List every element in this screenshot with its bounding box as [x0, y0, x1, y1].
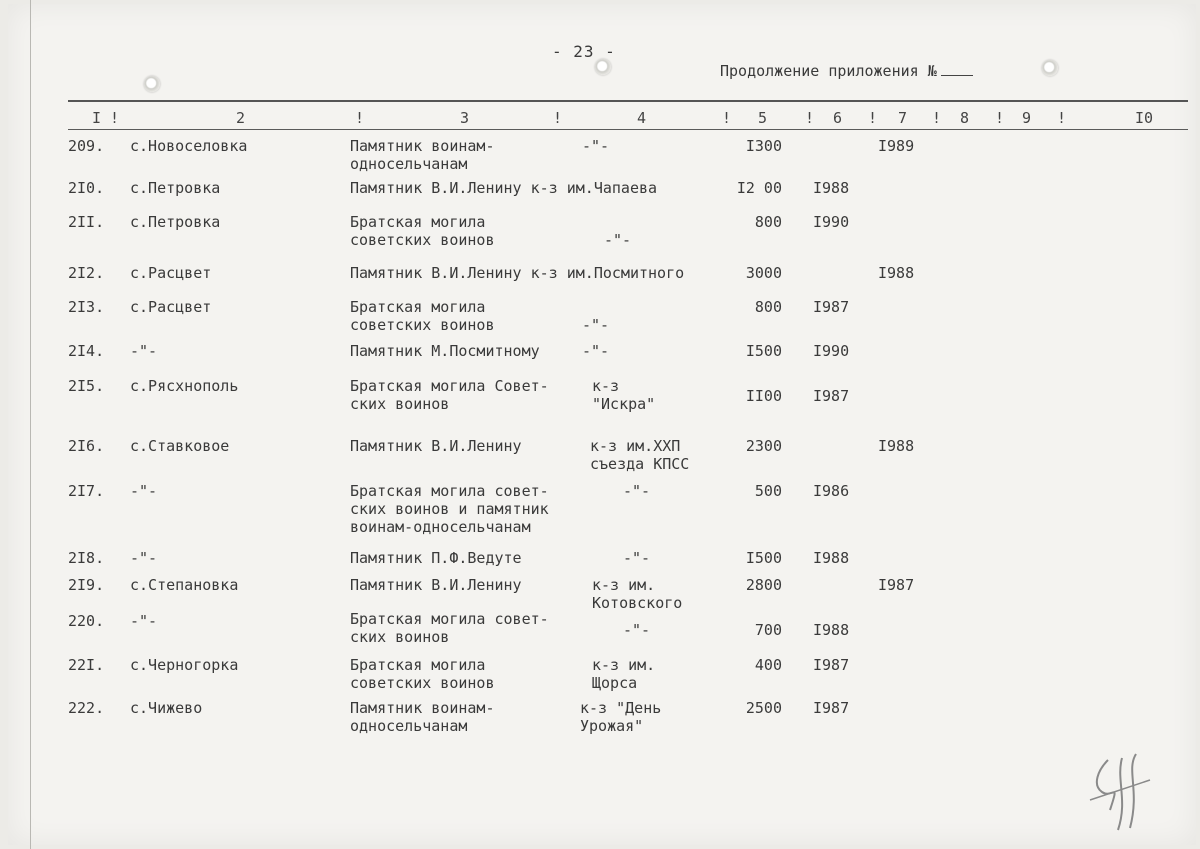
cost-value: 800	[754, 298, 782, 316]
row-number: 220.	[68, 612, 105, 630]
year-planned: I987	[878, 576, 915, 594]
cost-value: I2 00	[736, 179, 782, 197]
organization: к-з "Искра"	[592, 377, 656, 413]
column-separator: !	[1057, 109, 1067, 127]
monument-description: Памятник М.Посмитному	[350, 342, 540, 360]
monument-description: Братская могила совет- ских воинов	[350, 610, 549, 646]
settlement-name: с.Расцвет	[130, 298, 212, 316]
cost-value: I300	[745, 137, 782, 155]
settlement-name: -"-	[130, 342, 158, 360]
monument-description: Памятник воинам- односельчанам	[350, 137, 495, 173]
row-number: 222.	[68, 699, 105, 717]
column-separator: !	[553, 109, 563, 127]
organization: -"-	[604, 231, 632, 249]
year-completed: I986	[813, 482, 850, 500]
row-number: 2I7.	[68, 482, 105, 500]
year-planned: I988	[878, 264, 915, 282]
row-number: 2I2.	[68, 264, 105, 282]
punch-hole-right	[1042, 60, 1058, 76]
column-header-c9: 9	[1022, 109, 1032, 127]
year-completed: I987	[813, 699, 850, 717]
year-planned: I988	[878, 437, 915, 455]
column-separator: !	[355, 109, 365, 127]
appendix-number-blank	[941, 63, 973, 76]
organization: -"-	[623, 482, 651, 500]
monument-description: Памятник воинам- односельчанам	[350, 699, 495, 735]
settlement-name: с.Чижево	[130, 699, 203, 717]
settlement-name: с.Петровка	[130, 213, 221, 231]
column-separator: !	[868, 109, 878, 127]
cost-value: 2800	[745, 576, 782, 594]
organization: к-з им. Котовского	[592, 576, 683, 612]
year-completed: I987	[813, 656, 850, 674]
monument-description: Памятник П.Ф.Ведуте	[350, 549, 522, 567]
cost-value: I500	[745, 342, 782, 360]
column-header-c6: 6	[833, 109, 843, 127]
year-completed: I988	[813, 621, 850, 639]
table-top-rule	[68, 100, 1188, 102]
organization: -"-	[582, 137, 610, 155]
year-completed: I990	[813, 213, 850, 231]
cost-value: 2500	[745, 699, 782, 717]
monument-description: Братская могила советских воинов	[350, 213, 495, 249]
settlement-name: с.Новоселовка	[130, 137, 248, 155]
column-header-c10: I0	[1135, 109, 1154, 127]
organization: к-з им.ХХП съезда КПСС	[590, 437, 690, 473]
monument-description: Братская могила совет- ских воинов и памятник воинам-односельчанам	[350, 482, 549, 536]
monument-description: Братская могила советских воинов	[350, 298, 495, 334]
cost-value: 500	[754, 482, 782, 500]
cost-value: I500	[745, 549, 782, 567]
column-separator: !	[805, 109, 815, 127]
year-planned: I989	[878, 137, 915, 155]
settlement-name: с.Ставковое	[130, 437, 230, 455]
settlement-name: -"-	[130, 612, 158, 630]
cost-value: 2300	[745, 437, 782, 455]
column-header-c8: 8	[960, 109, 970, 127]
settlement-name: -"-	[130, 549, 158, 567]
cost-value: II00	[745, 387, 782, 405]
punch-hole-center	[595, 59, 611, 75]
cost-value: 3000	[745, 264, 782, 282]
continuation-heading	[720, 62, 973, 80]
organization: к-з им. Щорса	[592, 656, 656, 692]
row-number: 2I6.	[68, 437, 105, 455]
column-separator: !	[932, 109, 942, 127]
settlement-name: с.Расцвет	[130, 264, 212, 282]
organization: -"-	[582, 316, 610, 334]
column-header-c2: 2	[236, 109, 246, 127]
monument-description: Памятник В.И.Ленину к-з им.Посмитного	[350, 264, 685, 282]
year-completed: I987	[813, 298, 850, 316]
settlement-name: с.Рясхнополь	[130, 377, 239, 395]
row-number: 2I9.	[68, 576, 105, 594]
settlement-name: -"-	[130, 482, 158, 500]
year-completed: I988	[813, 179, 850, 197]
settlement-name: с.Черногорка	[130, 656, 239, 674]
organization: -"-	[623, 549, 651, 567]
row-number: 2I4.	[68, 342, 105, 360]
organization: -"-	[623, 621, 651, 639]
row-number: 2I3.	[68, 298, 105, 316]
year-completed: I990	[813, 342, 850, 360]
monument-description: Памятник В.И.Ленину к-з им.Чапаева	[350, 179, 658, 197]
cost-value: 800	[754, 213, 782, 231]
table-header-rule	[68, 129, 1188, 130]
row-number: 209.	[68, 137, 105, 155]
row-number: 22I.	[68, 656, 105, 674]
column-header-c3: 3	[460, 109, 470, 127]
organization: -"-	[582, 342, 610, 360]
column-separator: !	[995, 109, 1005, 127]
row-number: 2II.	[68, 213, 105, 231]
monument-description: Памятник В.И.Ленину	[350, 576, 522, 594]
settlement-name: с.Степановка	[130, 576, 239, 594]
year-completed: I988	[813, 549, 850, 567]
row-number: 2I8.	[68, 549, 105, 567]
monument-description: Братская могила советских воинов	[350, 656, 495, 692]
handwritten-page-mark	[1080, 740, 1170, 840]
row-number: 2I5.	[68, 377, 105, 395]
page-fold-line	[30, 0, 31, 849]
column-header-c5: 5	[758, 109, 768, 127]
row-number: 2I0.	[68, 179, 105, 197]
monument-description: Братская могила Совет- ских воинов	[350, 377, 549, 413]
year-completed: I987	[813, 387, 850, 405]
cost-value: 700	[754, 621, 782, 639]
monument-description: Памятник В.И.Ленину	[350, 437, 522, 455]
column-header-c1: I !	[92, 109, 120, 127]
organization: к-з "День Урожая"	[580, 699, 662, 735]
continuation-label: Продолжение приложения №	[720, 62, 937, 80]
cost-value: 400	[754, 656, 782, 674]
page-number: - 23 -	[552, 42, 616, 61]
column-header-c4: 4	[637, 109, 647, 127]
punch-hole-left	[144, 76, 160, 92]
column-separator: !	[722, 109, 732, 127]
settlement-name: с.Петровка	[130, 179, 221, 197]
column-header-c7: 7	[898, 109, 908, 127]
